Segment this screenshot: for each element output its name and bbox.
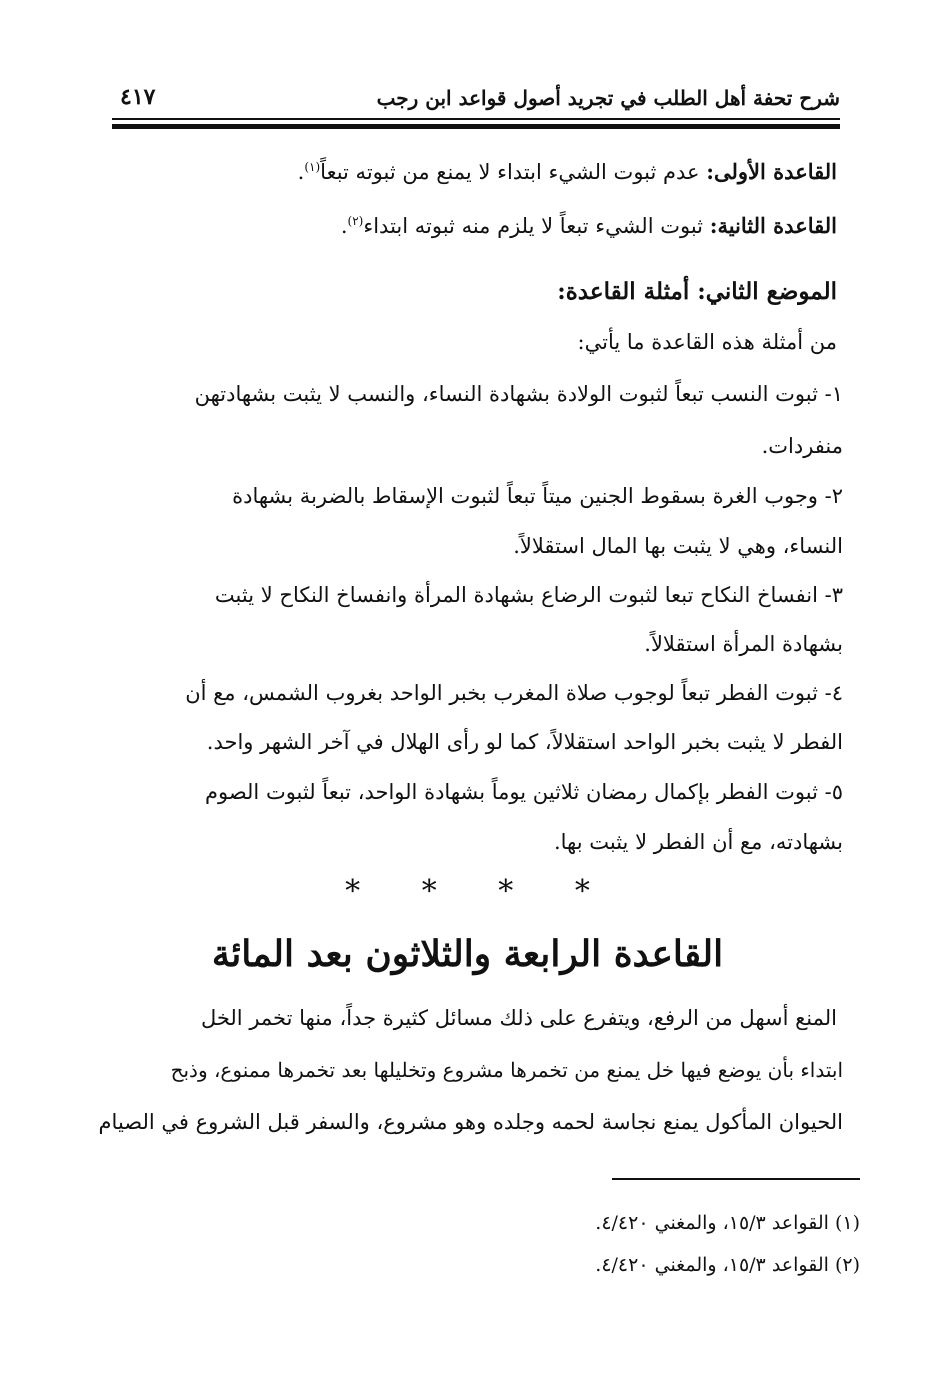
example-line-5: ٣- انفساخ النكاح تبعا لثبوت الرضاع بشهادة المرأة وانفساخ النكاح لا يثبت: [214, 583, 843, 607]
example-line-6: بشهادة المرأة استقلالاً.: [644, 632, 843, 656]
body-line-1: المنع أسهل من الرفع، ويتفرع على ذلك مسائل كثيرة جداً، منها تخمر الخل: [200, 1006, 837, 1030]
section-separator: [0, 872, 935, 912]
rule-first-text: عدم ثبوت الشيء ابتداء لا يمنع من ثبوته تبعاً: [320, 160, 700, 184]
body-line-3: الحيوان المأكول يمنع نجاسة لحمه وجلده وهو مشروع، والسفر قبل الشروع في الصيام: [98, 1110, 843, 1134]
footnote-separator: [612, 1178, 860, 1180]
example-line-2: منفردات.: [761, 434, 843, 458]
running-title: شرح تحفة أهل الطلب في تجريد أصول قواعد ابن رجب: [376, 86, 840, 110]
header-rule-thin: [112, 118, 840, 120]
rule-first: القاعدة الأولى: عدم ثبوت الشيء ابتداء لا يمنع من ثبوته تبعاً$^{(١)}$.: [297, 159, 837, 184]
example-line-7: ٤- ثبوت الفطر تبعاً لوجوب صلاة المغرب بخبر الواحد بغروب الشمس، مع أن: [185, 681, 843, 705]
footnote-ref-2: (٢): [347, 214, 364, 228]
examples-intro: من أمثلة هذه القاعدة ما يأتي:: [577, 330, 837, 354]
body-line-2: ابتداء بأن يوضع فيها خل يمنع من تخمرها مشروع وتخليلها بعد تخمرها ممنوع، وذبح: [170, 1058, 843, 1082]
page-number: ٤١٧: [120, 84, 156, 110]
separator-star: *: [345, 874, 361, 909]
separator-star: *: [574, 874, 590, 909]
example-line-9: ٥- ثبوت الفطر بإكمال رمضان ثلاثين يوماً بشهادة الواحد، تبعاً لثبوت الصوم: [204, 780, 843, 804]
page-header: [120, 80, 840, 116]
chapter-title: القاعدة الرابعة والثلاثون بعد المائة: [211, 933, 724, 975]
rule-second-text: ثبوت الشيء تبعاً لا يلزم منه ثبوته ابتداء: [363, 214, 704, 238]
example-line-4: النساء، وهي لا يثبت بها المال استقلالاً.: [513, 534, 843, 558]
footnote-1: (١) القواعد ١٥/٣، والمغني ٤/٤٢٠.: [595, 1212, 860, 1234]
rule-second: القاعدة الثانية: ثبوت الشيء تبعاً لا يلزم منه ثبوته ابتداء$^{(٢)}$.: [340, 213, 837, 238]
section-heading: الموضع الثاني: أمثلة القاعدة:: [557, 278, 837, 305]
example-line-8: الفطر لا يثبت بخبر الواحد استقلالاً، كما لو رأى الهلال في آخر الشهر واحد.: [206, 730, 843, 754]
separator-star: *: [498, 874, 514, 909]
footnote-2: (٢) القواعد ١٥/٣، والمغني ٤/٤٢٠.: [595, 1254, 860, 1276]
rule-first-label: القاعدة الأولى:: [706, 159, 837, 184]
rule-second-label: القاعدة الثانية:: [709, 213, 837, 238]
separator-star: *: [421, 874, 437, 909]
header-rule-thick: [112, 124, 840, 129]
example-line-1: ١- ثبوت النسب تبعاً لثبوت الولادة بشهادة النساء، والنسب لا يثبت بشهادتهن: [194, 382, 843, 406]
example-line-10: بشهادته، مع أن الفطر لا يثبت بها.: [553, 830, 843, 854]
example-line-3: ٢- وجوب الغرة بسقوط الجنين ميتاً تبعاً لثبوت الإسقاط بالضربة بشهادة: [232, 484, 843, 508]
footnote-ref-1: (١): [304, 160, 321, 174]
